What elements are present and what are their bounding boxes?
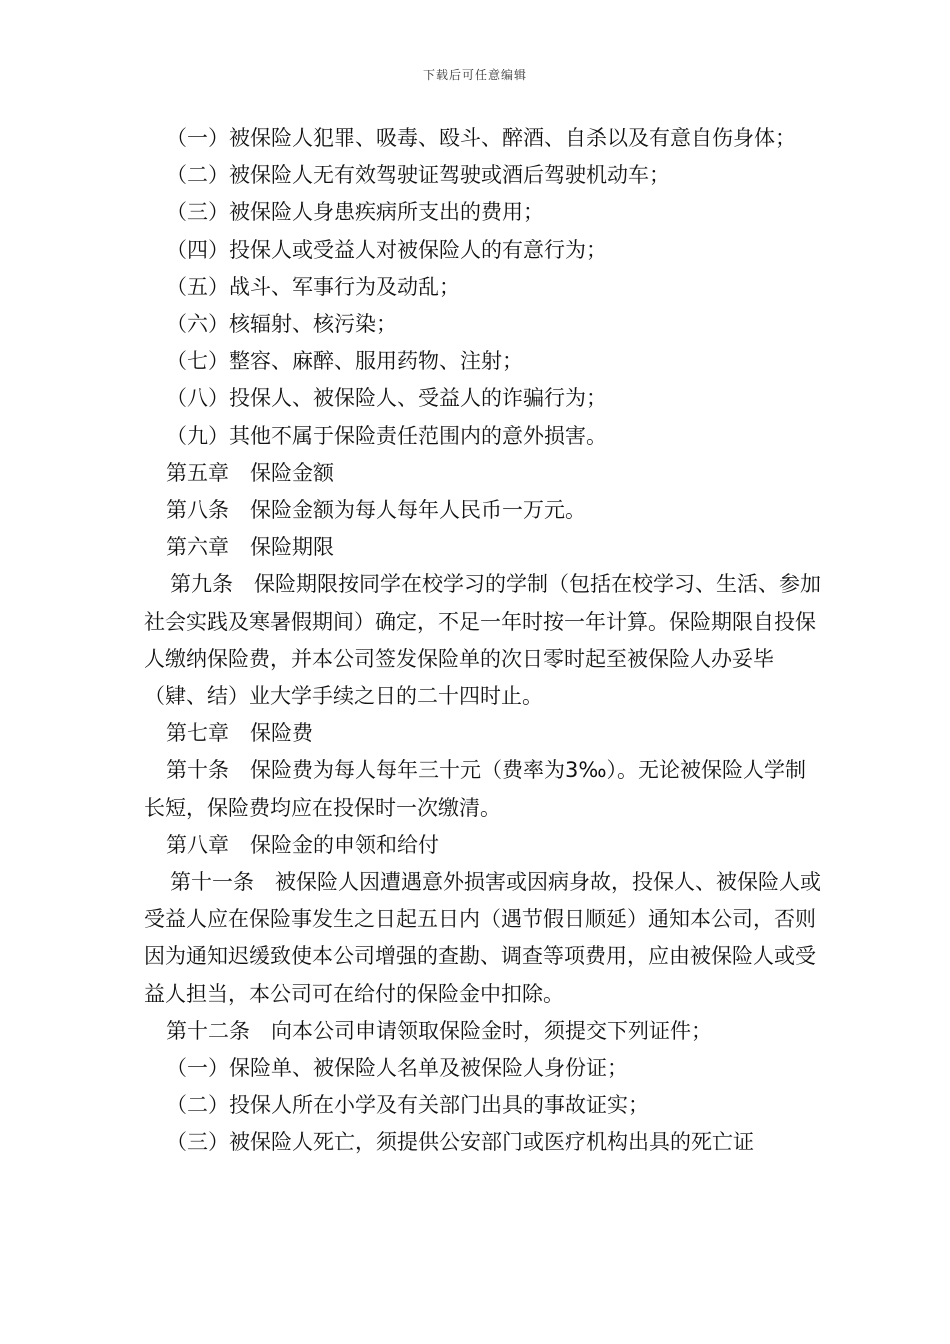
document-item-3: （三）被保险人死亡，须提供公安部门或医疗机构出具的死亡证 bbox=[166, 1130, 754, 1155]
exclusion-item-3: （三）被保险人身患疾病所支出的费用； bbox=[166, 200, 544, 225]
exclusion-item-5: （五）战斗、军事行为及动乱； bbox=[166, 274, 460, 299]
article-8: 第八条 保险金额为每人每年人民币一万元。 bbox=[166, 498, 586, 523]
chapter-7-heading: 第七章 保险费 bbox=[166, 721, 313, 746]
chapter-5-heading: 第五章 保险金额 bbox=[166, 460, 334, 485]
article-12: 第十二条 向本公司申请领取保险金时，须提交下列证件； bbox=[166, 1018, 712, 1043]
article-9: 第九条 保险期限按同学在校学习的学制（包括在校学习、生活、参加社会实践及寒暑假期间）确定，不足一年时按一年计算。保险期限自投保人缴纳保险费，并本公司签发保险单的次日零时起至被保险人办妥毕（肄、结）业大学手续之日的二十四时止。 bbox=[144, 572, 821, 709]
exclusion-item-2: （二）被保险人无有效驾驶证驾驶或酒后驾驶机动车； bbox=[166, 163, 670, 188]
page-header: 下载后可任意编辑 bbox=[422, 68, 527, 82]
chapter-8-heading: 第八章 保险金的申领和给付 bbox=[166, 832, 439, 857]
exclusion-item-7: （七）整容、麻醉、服用药物、注射； bbox=[166, 349, 523, 374]
document-item-1: （一）保险单、被保险人名单及被保险人身份证； bbox=[166, 1056, 628, 1081]
exclusion-item-9: （九）其他不属于保险责任范围内的意外损害。 bbox=[166, 423, 607, 448]
document-body bbox=[144, 120, 824, 1162]
exclusion-item-1: （一）被保险人犯罪、吸毒、殴斗、醉酒、自杀以及有意自伤身体； bbox=[166, 126, 796, 150]
chapter-6-heading: 第六章 保险期限 bbox=[166, 535, 334, 560]
document-item-2: （二）投保人所在小学及有关部门出具的事故证实； bbox=[166, 1093, 649, 1118]
article-11: 第十一条 被保险人因遭遇意外损害或因病身故，投保人、被保险人或受益人应在保险事发生之日起五日内（遇节假日顺延）通知本公司，否则因为通知迟缓致使本公司增强的查勘、调查等项费用，应由被保险人或受益人担当，本公司可在给付的保险金中扣除。 bbox=[144, 870, 821, 1006]
article-10: 第十条 保险费为每人每年三十元（费率为3‰）。无论被保险人学制长短，保险费均应在投保时一次缴清。 bbox=[144, 758, 807, 820]
exclusion-item-8: （八）投保人、被保险人、受益人的诈骗行为； bbox=[166, 386, 607, 411]
exclusion-item-4: （四）投保人或受益人对被保险人的有意行为； bbox=[166, 237, 607, 262]
exclusion-item-6: （六）核辐射、核污染； bbox=[166, 312, 397, 337]
